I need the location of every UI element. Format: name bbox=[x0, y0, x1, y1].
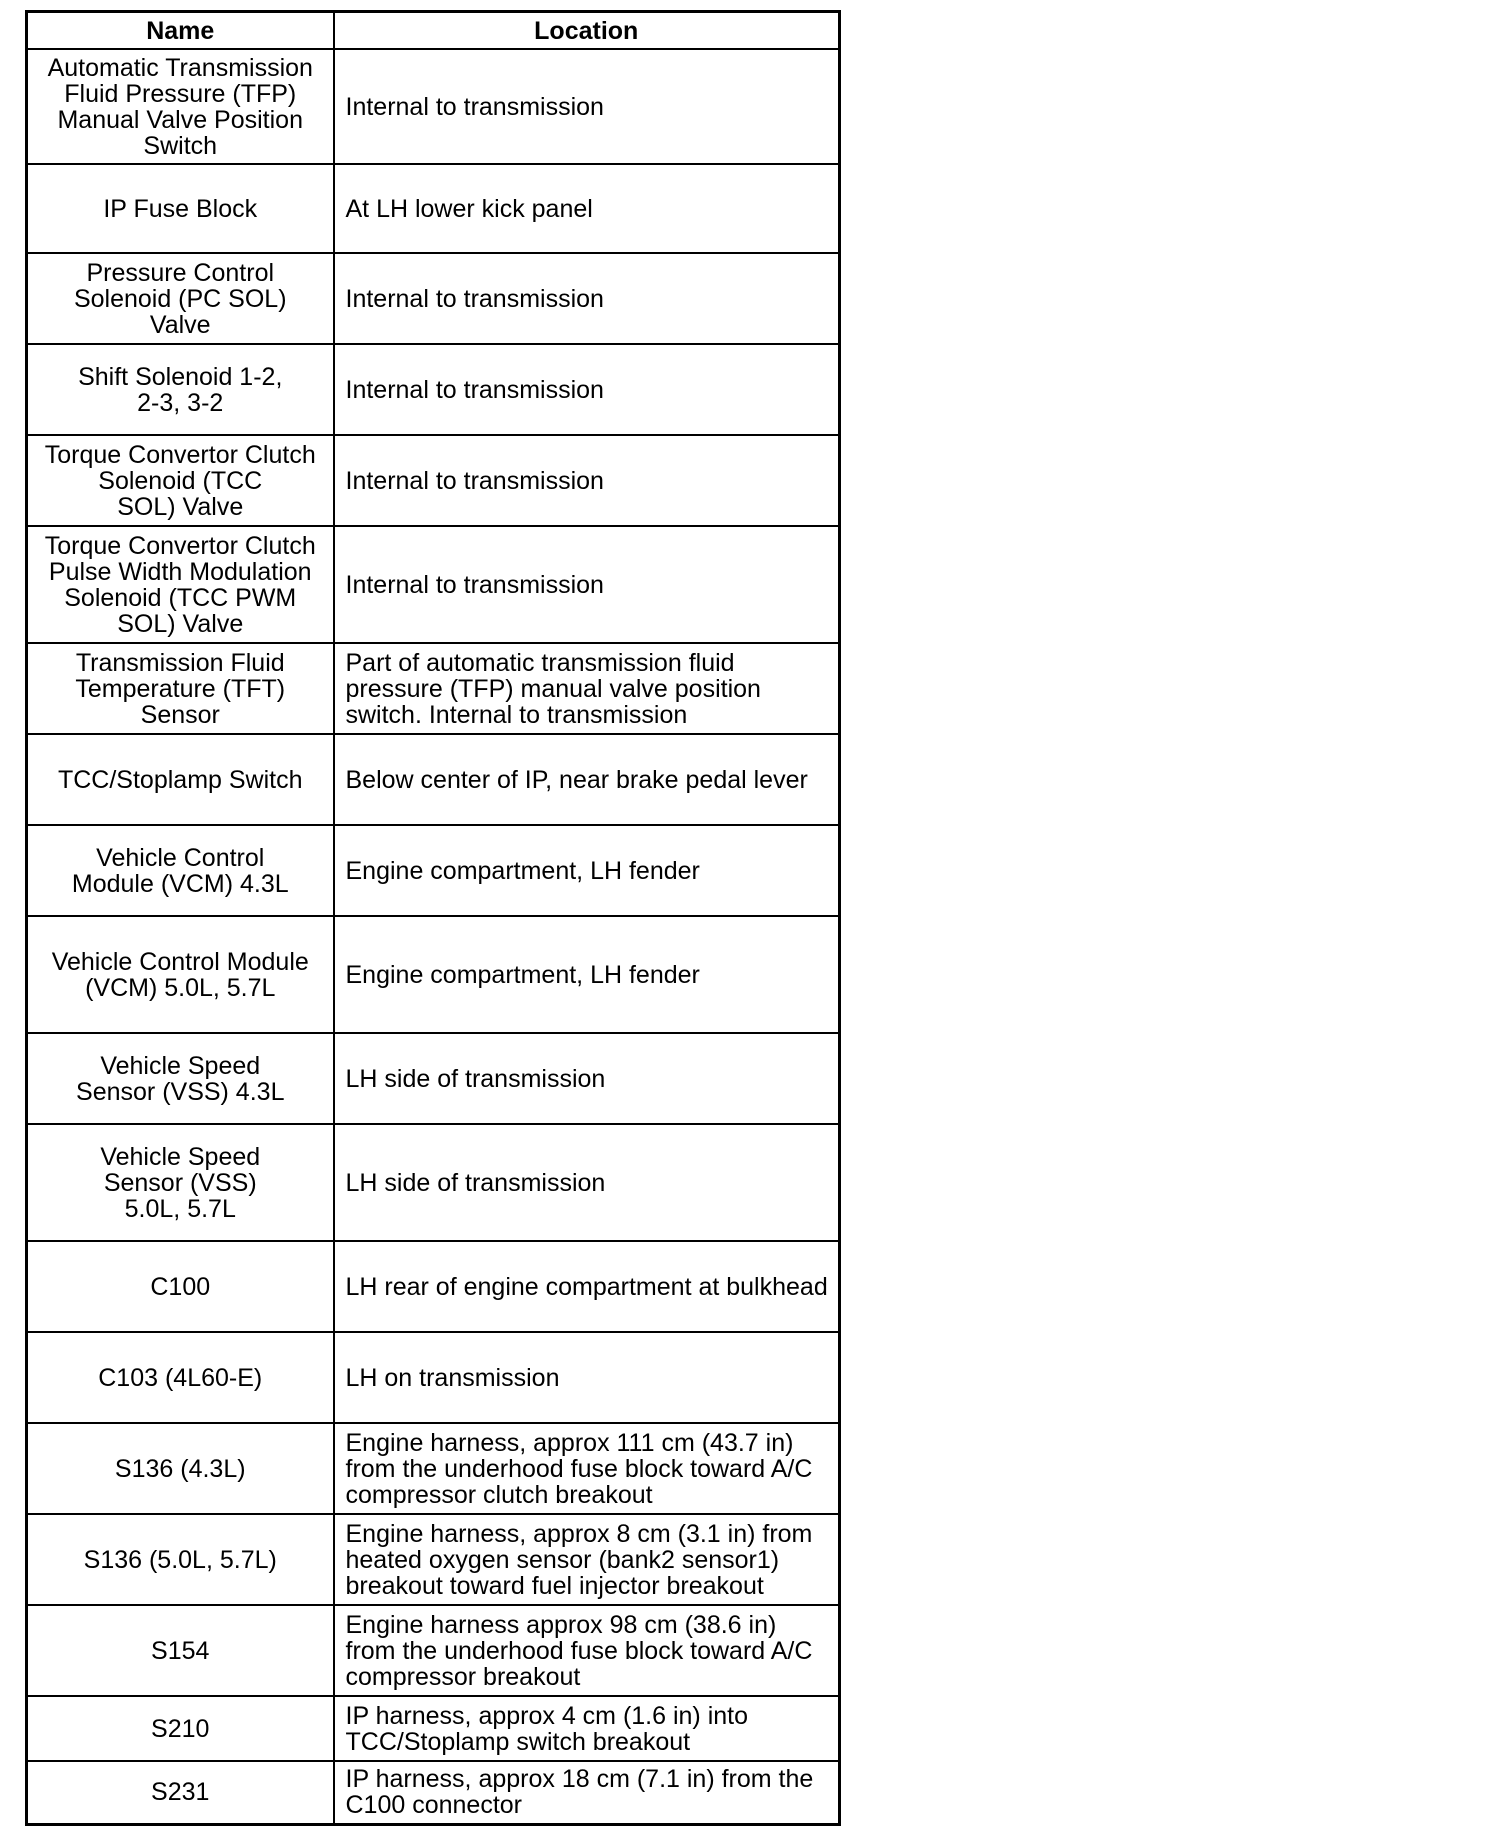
column-header-location: Location bbox=[334, 12, 840, 50]
name-text: S136 (4.3L) bbox=[114, 1454, 246, 1483]
name-cell bbox=[27, 643, 334, 734]
location-cell bbox=[334, 526, 840, 643]
location-text: LH side of transmission bbox=[345, 1064, 606, 1093]
name-text: S210 bbox=[151, 1714, 210, 1743]
location-text: Engine harness, approx 111 cm (43.7 in) from the underhood fuse block toward A/C compressor clutch breakout bbox=[345, 1428, 813, 1509]
location-text: Engine compartment, LH fender bbox=[345, 856, 700, 885]
name-cell bbox=[27, 49, 334, 164]
location-cell bbox=[334, 1761, 840, 1824]
table-row bbox=[27, 1423, 840, 1514]
location-cell bbox=[334, 916, 840, 1033]
location-text: LH on transmission bbox=[345, 1363, 560, 1392]
location-text: Engine compartment, LH fender bbox=[345, 960, 700, 989]
component-location-table bbox=[25, 10, 841, 1826]
location-text: Engine harness, approx 8 cm (3.1 in) from heated oxygen sensor (bank2 sensor1) breakout toward fuel injector breakout bbox=[345, 1519, 813, 1600]
location-text: LH rear of engine compartment at bulkhead bbox=[345, 1272, 828, 1301]
name-text: TCC/Stoplamp Switch bbox=[57, 765, 303, 794]
location-cell bbox=[334, 435, 840, 526]
location-text: Part of automatic transmission fluid pressure (TFP) manual valve position switch. Internal to transmission bbox=[345, 648, 761, 729]
location-cell bbox=[334, 1696, 840, 1761]
location-text: IP harness, approx 4 cm (1.6 in) into TCC/Stoplamp switch breakout bbox=[345, 1701, 749, 1756]
table-row bbox=[27, 526, 840, 643]
table-row bbox=[27, 435, 840, 526]
name-cell bbox=[27, 1761, 334, 1824]
location-cell bbox=[334, 164, 840, 253]
name-text: Transmission Fluid Temperature (TFT) Sensor bbox=[75, 648, 286, 729]
location-text: Internal to transmission bbox=[345, 284, 604, 313]
table-row bbox=[27, 1761, 840, 1824]
location-cell bbox=[334, 825, 840, 916]
table-row bbox=[27, 825, 840, 916]
table-row bbox=[27, 643, 840, 734]
location-text: Internal to transmission bbox=[345, 570, 604, 599]
location-text: Internal to transmission bbox=[345, 375, 604, 404]
table-header-row bbox=[27, 12, 840, 50]
name-text: C103 (4L60-E) bbox=[98, 1363, 263, 1392]
table-row bbox=[27, 1033, 840, 1124]
location-text: At LH lower kick panel bbox=[345, 194, 593, 223]
location-text: LH side of transmission bbox=[345, 1168, 606, 1197]
table-row bbox=[27, 164, 840, 253]
name-cell bbox=[27, 825, 334, 916]
table-row bbox=[27, 1241, 840, 1332]
name-cell bbox=[27, 1033, 334, 1124]
location-text: Internal to transmission bbox=[345, 92, 604, 121]
name-text: Vehicle Speed Sensor (VSS) 5.0L, 5.7L bbox=[100, 1142, 261, 1223]
table-row bbox=[27, 1124, 840, 1241]
name-text: C100 bbox=[150, 1272, 211, 1301]
location-text: IP harness, approx 18 cm (7.1 in) from the C100 connector bbox=[345, 1765, 814, 1820]
name-cell bbox=[27, 1423, 334, 1514]
name-text: Vehicle Control Module (VCM) 4.3L bbox=[71, 843, 289, 898]
name-cell bbox=[27, 344, 334, 435]
location-cell bbox=[334, 344, 840, 435]
name-text: Torque Convertor Clutch Pulse Width Modulation Solenoid (TCC PWM SOL) Valve bbox=[44, 531, 316, 638]
table-row bbox=[27, 1696, 840, 1761]
table-row bbox=[27, 916, 840, 1033]
table-row bbox=[27, 1514, 840, 1605]
table-row bbox=[27, 1332, 840, 1423]
name-cell bbox=[27, 1605, 334, 1696]
location-cell bbox=[334, 1332, 840, 1423]
name-text: S154 bbox=[151, 1636, 210, 1665]
name-cell bbox=[27, 526, 334, 643]
name-cell bbox=[27, 1124, 334, 1241]
name-cell bbox=[27, 435, 334, 526]
location-cell bbox=[334, 1033, 840, 1124]
location-text: Engine harness approx 98 cm (38.6 in) from the underhood fuse block toward A/C compressor breakout bbox=[345, 1610, 813, 1691]
name-text: Pressure Control Solenoid (PC SOL) Valve bbox=[73, 258, 287, 339]
name-text: Vehicle Speed Sensor (VSS) 4.3L bbox=[76, 1051, 285, 1106]
name-text: Shift Solenoid 1-2, 2-3, 3-2 bbox=[78, 362, 283, 417]
table-row bbox=[27, 1605, 840, 1696]
location-cell bbox=[334, 1514, 840, 1605]
name-text: Vehicle Control Module (VCM) 5.0L, 5.7L bbox=[51, 947, 309, 1002]
name-cell bbox=[27, 1696, 334, 1761]
location-cell bbox=[334, 253, 840, 344]
location-cell bbox=[334, 734, 840, 825]
name-cell bbox=[27, 164, 334, 253]
name-cell bbox=[27, 734, 334, 825]
name-text: S136 (5.0L, 5.7L) bbox=[83, 1545, 277, 1574]
location-cell bbox=[334, 49, 840, 164]
table-row bbox=[27, 344, 840, 435]
location-text: Internal to transmission bbox=[345, 466, 604, 495]
table-row bbox=[27, 734, 840, 825]
name-cell bbox=[27, 1332, 334, 1423]
name-cell bbox=[27, 916, 334, 1033]
name-text: IP Fuse Block bbox=[103, 194, 258, 223]
location-text: Below center of IP, near brake pedal lever bbox=[345, 765, 808, 794]
column-header-name: Name bbox=[27, 12, 334, 50]
location-cell bbox=[334, 1423, 840, 1514]
table-row bbox=[27, 49, 840, 164]
name-text: Torque Convertor Clutch Solenoid (TCC SOL) Valve bbox=[44, 440, 316, 521]
location-cell bbox=[334, 1124, 840, 1241]
name-cell bbox=[27, 253, 334, 344]
name-text: S231 bbox=[151, 1778, 210, 1807]
location-cell bbox=[334, 1605, 840, 1696]
table-row bbox=[27, 253, 840, 344]
location-cell bbox=[334, 643, 840, 734]
name-cell bbox=[27, 1514, 334, 1605]
location-cell bbox=[334, 1241, 840, 1332]
name-cell bbox=[27, 1241, 334, 1332]
name-text: Automatic Transmission Fluid Pressure (TFP) Manual Valve Position Switch bbox=[47, 53, 313, 160]
